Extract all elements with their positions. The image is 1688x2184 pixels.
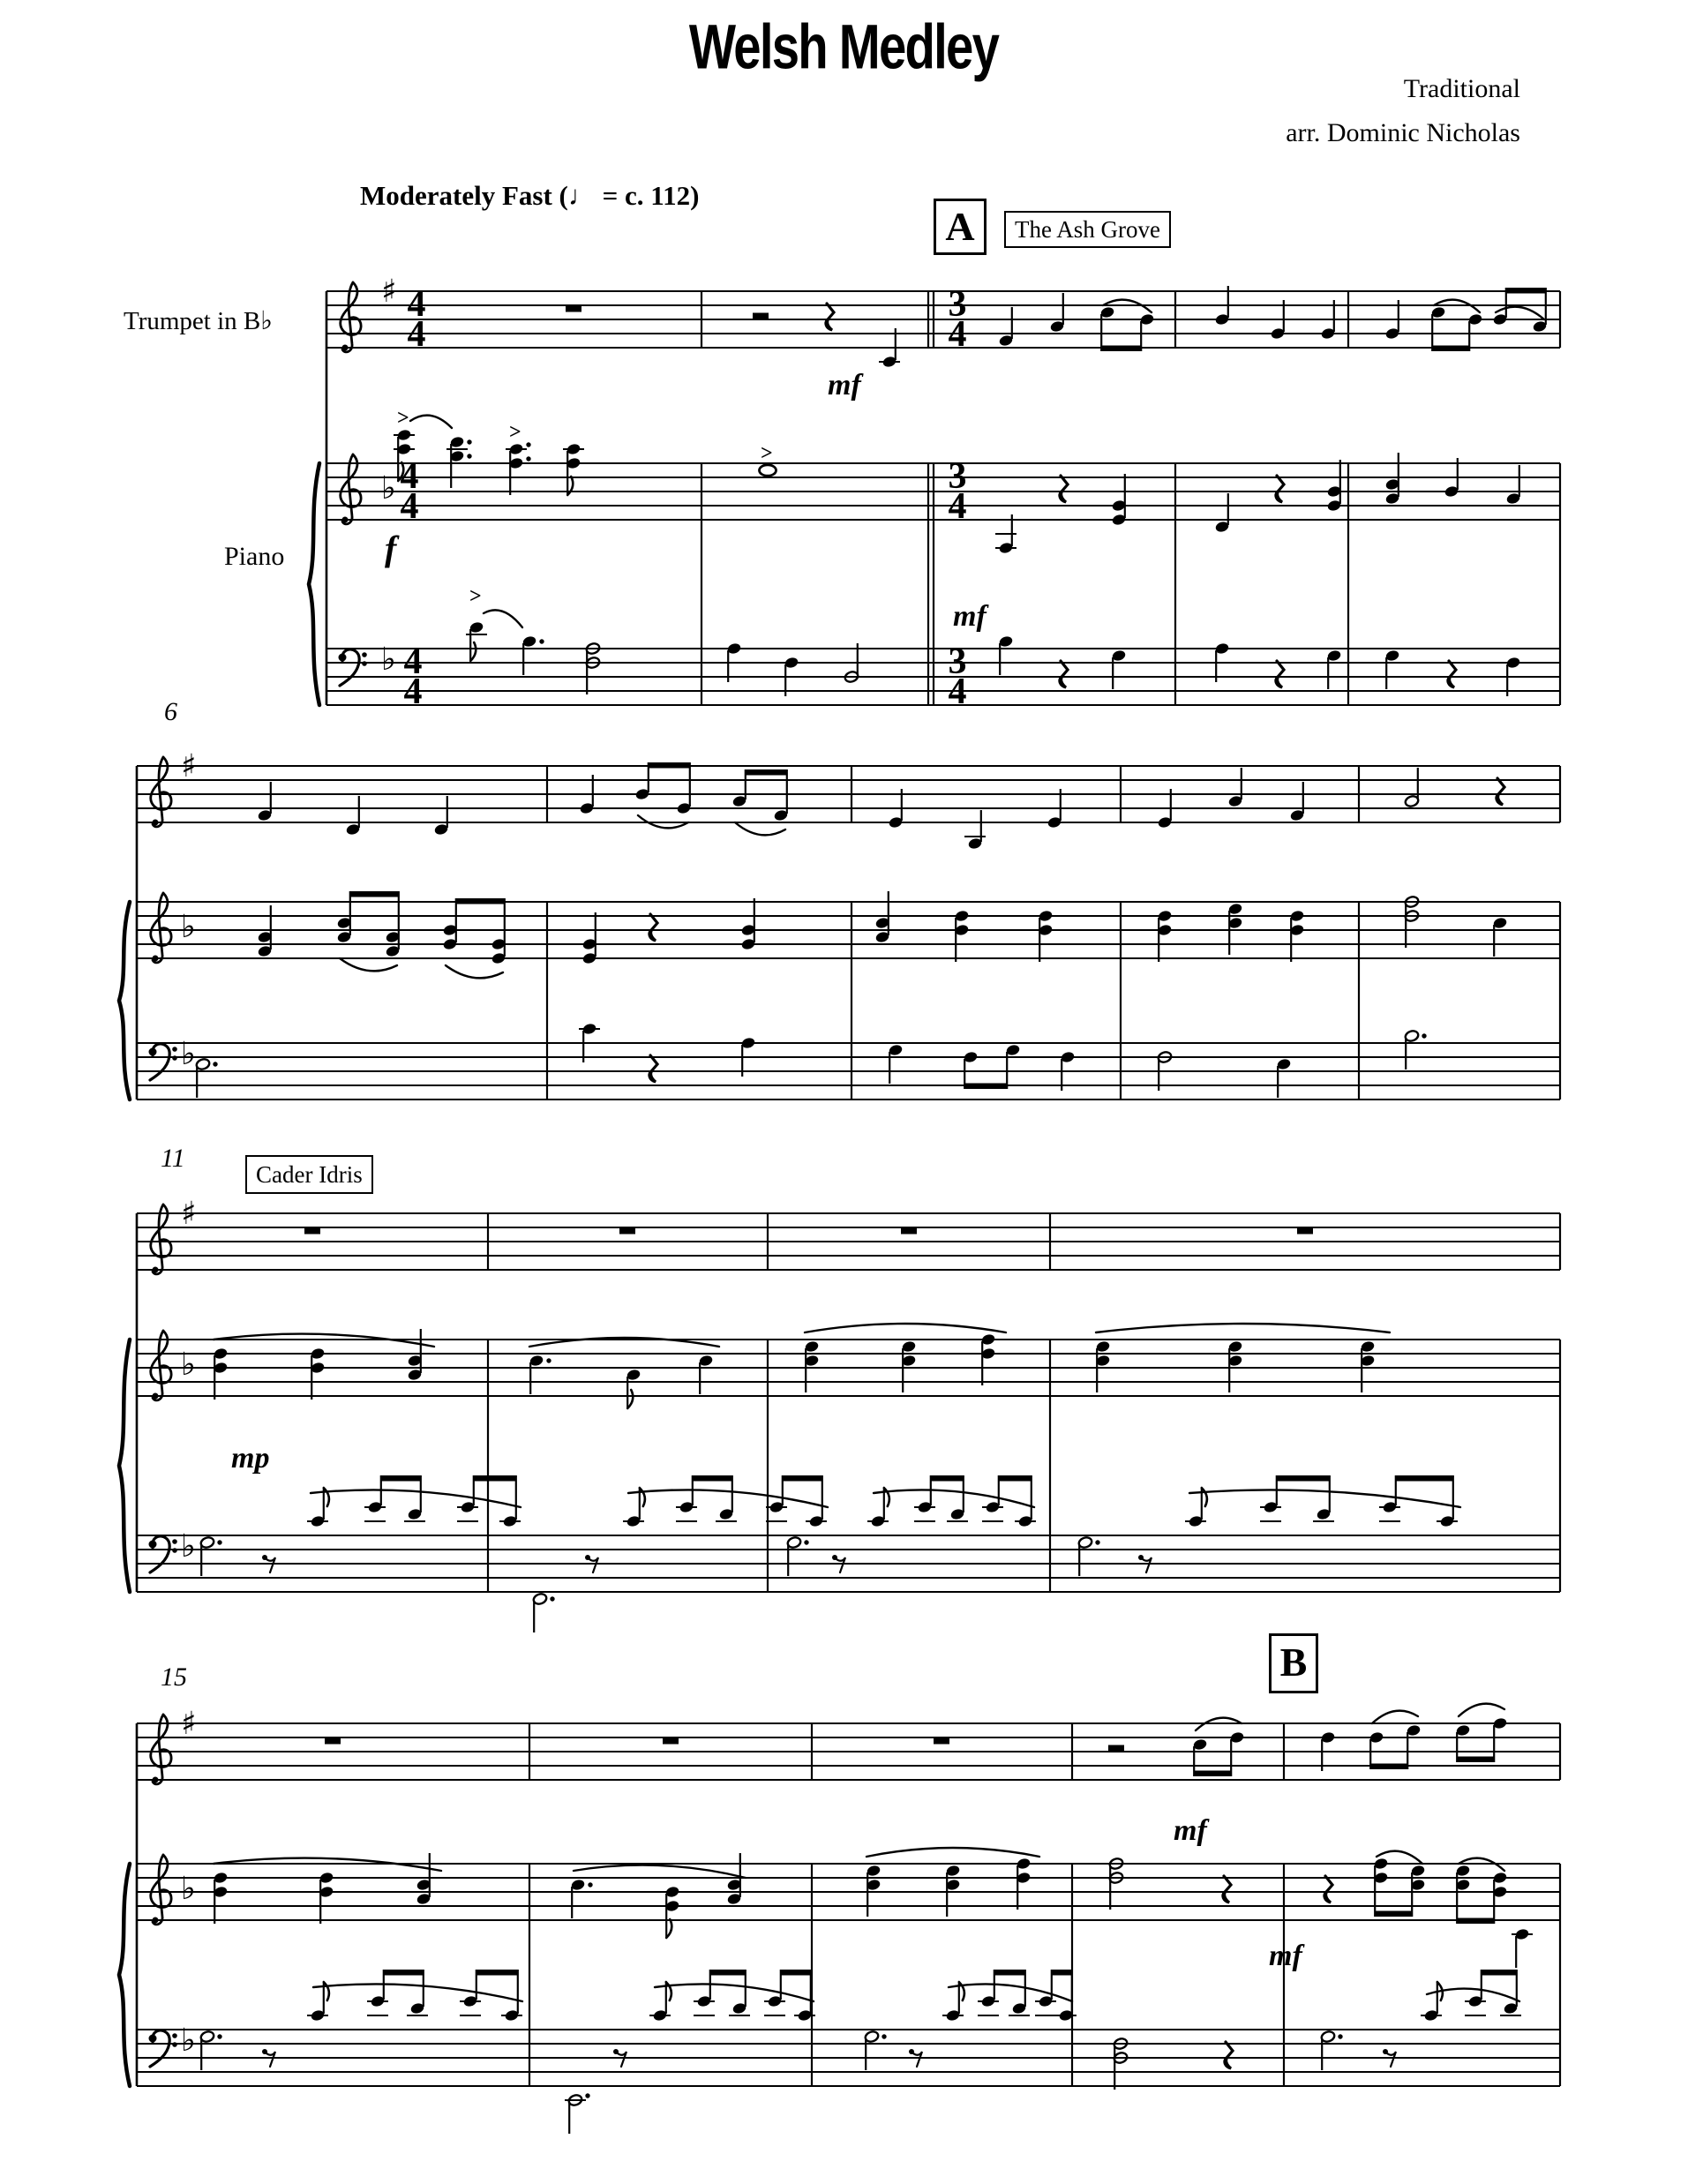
svg-text:♭: ♭ xyxy=(381,642,396,678)
measure-number-11: 11 xyxy=(161,1144,185,1173)
dynamic-piano-f: f xyxy=(385,529,397,568)
svg-text:4: 4 xyxy=(400,456,419,497)
measure-number-15: 15 xyxy=(161,1662,187,1692)
svg-text:♭: ♭ xyxy=(181,1347,196,1383)
measure-number-6: 6 xyxy=(164,697,177,726)
svg-text:♭: ♭ xyxy=(181,2023,196,2059)
svg-text:♭: ♭ xyxy=(181,1871,196,1907)
svg-text:4: 4 xyxy=(400,486,419,527)
composer-credit: Traditional xyxy=(1403,74,1520,103)
dynamic-trumpet-mf-2: mf xyxy=(1174,1814,1207,1847)
section-label-ash-grove: The Ash Grove xyxy=(1004,211,1171,248)
svg-text:♯: ♯ xyxy=(181,748,197,784)
dynamic-trumpet-mf-1: mf xyxy=(828,369,861,402)
svg-text:>: > xyxy=(761,442,773,465)
svg-text:4: 4 xyxy=(948,314,967,355)
svg-text:3: 3 xyxy=(948,456,967,497)
svg-text:4: 4 xyxy=(403,642,423,682)
tempo-marking: Moderately Fast (♩ = c. 112) xyxy=(360,180,700,211)
dynamic-piano-mp: mp xyxy=(231,1442,270,1475)
dynamic-piano-mf-1: mf xyxy=(953,600,987,633)
rehearsal-mark-b: B xyxy=(1269,1633,1318,1693)
svg-text:♯: ♯ xyxy=(181,1706,197,1742)
page-title: Welsh Medley xyxy=(689,11,999,83)
dynamic-piano-mf-2: mf xyxy=(1269,1940,1302,1972)
instrument-label-trumpet: Trumpet in B♭ xyxy=(124,307,273,335)
svg-text:♭: ♭ xyxy=(181,1528,196,1565)
svg-text:>: > xyxy=(397,407,409,430)
svg-text:4: 4 xyxy=(403,672,423,712)
svg-text:4: 4 xyxy=(948,486,967,527)
svg-text:♯: ♯ xyxy=(381,274,397,310)
rehearsal-mark-a: A xyxy=(934,199,987,255)
section-label-cader-idris: Cader Idris xyxy=(245,1155,373,1194)
svg-text:3: 3 xyxy=(948,284,967,325)
svg-text:>: > xyxy=(469,585,482,608)
svg-text:4: 4 xyxy=(948,672,967,712)
instrument-label-piano: Piano xyxy=(224,542,285,571)
svg-text:4: 4 xyxy=(407,284,426,325)
svg-text:4: 4 xyxy=(407,314,426,355)
svg-text:♭: ♭ xyxy=(381,470,396,507)
svg-text:♯: ♯ xyxy=(181,1196,197,1232)
svg-text:♭: ♭ xyxy=(181,1036,196,1072)
svg-text:>: > xyxy=(509,421,521,444)
arranger-credit: arr. Dominic Nicholas xyxy=(1286,118,1520,147)
svg-text:♭: ♭ xyxy=(181,909,196,945)
svg-text:3: 3 xyxy=(948,642,967,682)
